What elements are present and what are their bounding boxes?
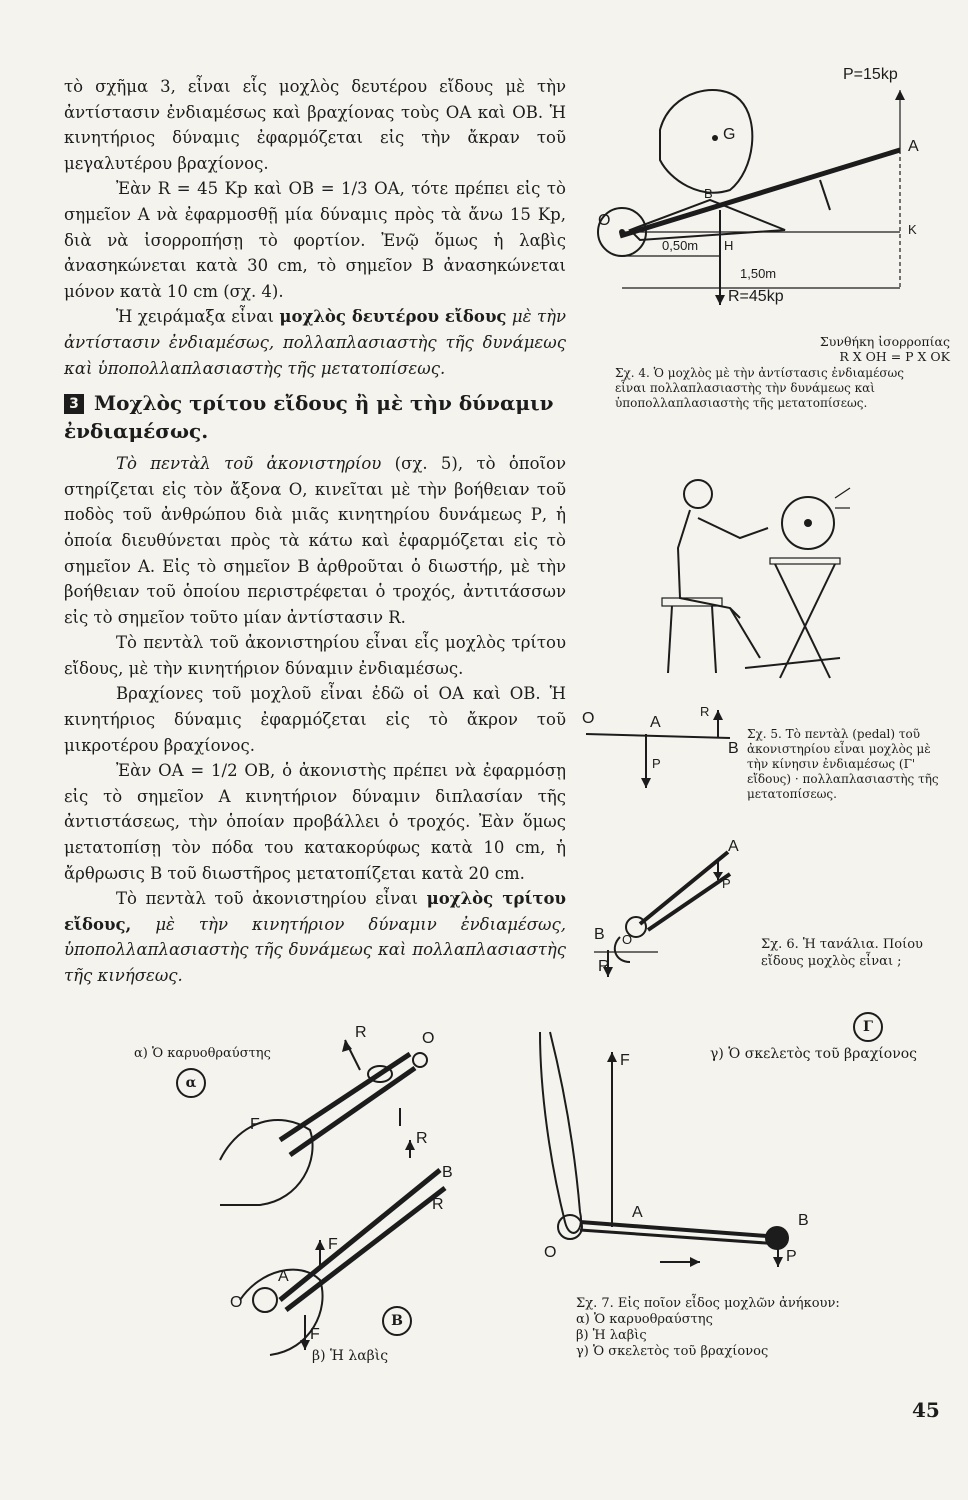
tongs-figure (220, 1130, 460, 1360)
p3-italic: μὲ τὴν ἀντίστασιν ἐνδιαμέσως, πολλαπλασιαστὴς τῆς δυνάμεως καὶ ὑποπολλαπλασιαστὴς τῆς μετατοπίσεως. (64, 307, 566, 378)
fig6-label-a: A (728, 838, 739, 855)
paragraph-7: Ἐὰν ΟΑ = 1/2 ΟΒ, ὁ ἀκονιστὴς πρέπει νὰ ἐφαρμόσῃ εἰς τὸ σημεῖον Α κινητήριον δύναμιν διπλασίαν τῆς ἀντιστάσεως, τὴν ὁποίαν προβάλλει ὁ τροχός. Ἐὰν ὅμως μετατοπίσῃ τὸν πόδα του κατακορύφως κατὰ 10 cm, ἡ ἄρθρωσις Β τοῦ διωστῆρος μετατοπίζεται κατὰ 20 cm. (64, 761, 566, 883)
nut-label-r: R (355, 1024, 367, 1041)
badge-gamma: Γ (853, 1012, 883, 1042)
p3-bold: μοχλὸς δευτέρου εἴδους (279, 307, 507, 327)
fig4-caption: Σχ. 4. Ὁ μοχλὸς μὲ τὴν ἀντίστασις ἐνδιαμέσως εἶναι πολλαπλασιαστὴς τὴν δυνάμεως καὶ ὑποπολλαπλασιαστὴς τῆς μετατοπίσεως. (615, 366, 905, 410)
arm-label-a: A (632, 1204, 643, 1221)
fig4-label-k: K (908, 222, 917, 237)
fig7-caption-c: γ) Ὁ σκελετὸς τοῦ βραχίονος (576, 1344, 769, 1359)
fig6-label-r: R (598, 958, 610, 975)
paragraph-8 (64, 886, 566, 988)
fig4-condition-title: Συνθήκη ἰσορροπίας (819, 334, 950, 349)
fig6-label-o: O (622, 932, 633, 947)
fig4-label-b: B (704, 186, 713, 201)
fig7-caption-a: α) Ὁ καρυοθραύστης (576, 1312, 713, 1327)
arm-label-f: F (620, 1052, 630, 1069)
p8-bold: μοχλὸς τρίτου εἴδους, (64, 889, 567, 934)
tong-label-r2: R (432, 1196, 444, 1213)
fig7-label-alpha: α) Ὁ καρυοθραύστης (134, 1046, 271, 1061)
fig4-wheelbarrow (590, 60, 940, 320)
p8-italic: μὲ τὴν κινητήριον δύναμιν ἐνδιαμέσως, ὑποπολλαπλασιαστὴς τῆς δυνάμεως καὶ πολλαπλασιαστὴς τῆς κινήσεως. (64, 914, 567, 985)
paragraph-1: τὸ σχῆμα 3, εἶναι εἷς μοχλὸς δευτέρου εἴδους μὲ τὴν ἀντίστασιν ἐνδιαμέσως καὶ βραχίονας τοὺς ΟΑ καὶ ΟΒ. Ἡ κινητήριος δύναμις ἐφαρμόζεται εἰς τὴν ἄκραν τοῦ μεγαλυτέρου βραχίονος. (64, 77, 566, 173)
grinder-drawing (650, 468, 850, 698)
p4-italic: Τὸ πεντὰλ τοῦ ἀκονιστηρίου (116, 454, 382, 474)
fig5-pedal (580, 704, 740, 794)
fig4-label-a: A (908, 138, 919, 155)
fig6-caption: Σχ. 6. Ἡ τανάλια. Ποίου εἴδους μοχλὸς εἶναι ; (761, 937, 923, 969)
tong-label-f2: F (310, 1326, 320, 1343)
nut-label-f: F (250, 1116, 260, 1133)
tong-label-r1: R (416, 1130, 428, 1147)
arm-drawing (540, 1032, 810, 1272)
p8-start: Τὸ πεντὰλ τοῦ ἀκονιστηρίου εἶναι (116, 889, 418, 909)
fig6-label-b: B (594, 926, 605, 943)
tong-label-f: F (328, 1236, 338, 1253)
fig5-caption: Σχ. 5. Τὸ πεντὰλ (pedal) τοῦ ἀκονιστηρίου εἶναι μοχλὸς μὲ τὴν κίνησιν ἐνδιαμέσως (Γ' εἴδους) · πολλαπλασιαστὴς τῆς μετατοπίσεως. (747, 727, 939, 801)
fig7-label-gamma: γ) Ὁ σκελετὸς τοῦ βραχίονος (710, 1046, 918, 1062)
arm-label-b: B (798, 1212, 809, 1229)
badge-alpha: α (176, 1068, 206, 1098)
fig6-label-p: P (722, 876, 731, 891)
badge-beta: B (382, 1306, 412, 1336)
tong-label-a: A (278, 1268, 289, 1285)
arm-label-p: P (786, 1248, 797, 1265)
p3-start: Ἡ χειράμαξα εἶναι (116, 307, 274, 327)
fig7-label-beta: β) Ἡ λαβὶς (312, 1348, 389, 1364)
paragraph-2: Ἐὰν R = 45 Kp καὶ ΟΒ = 1/3 ΟΑ, τότε πρέπει εἰς τὸ σημεῖον Α νὰ ἐφαρμοσθῇ μία δύναμις πρὸς τὰ ἄνω 15 Kp, διὰ νὰ ἰσορροπήσῃ τὸ φορτίον. Ἐνῷ ὅμως ἡ λαβὶς ἀνασηκώνεται κατὰ 30 cm, τὸ σημεῖον Β ἀνασηκώνεται μόνον κατὰ 10 cm (σχ. 4). (64, 179, 566, 301)
tongs-drawing (220, 1150, 460, 1360)
tong-label-o: O (230, 1294, 243, 1311)
fig4-condition-formula: R X OH = P X OK (839, 349, 950, 364)
section-number: 3 (64, 394, 84, 414)
fig7-caption-b: β) Ἡ λαβὶς (576, 1328, 647, 1343)
fig5-label-a: A (650, 714, 661, 731)
fig4-label-r: R=45kp (728, 288, 784, 305)
arm-label-o: O (544, 1244, 557, 1261)
pincers-drawing (590, 832, 750, 982)
fig4-label-p: P=15kp (843, 66, 898, 83)
fig4-label-g: G (723, 126, 736, 143)
section-heading (64, 389, 566, 445)
page-number: 45 (912, 1398, 940, 1422)
fig4-dim-long: 1,50m (740, 266, 777, 281)
fig5-label-b: B (728, 740, 739, 757)
fig7-caption (576, 1296, 876, 1360)
section-heading-text: Μοχλὸς τρίτου εἴδους ἢ μὲ τὴν δύναμιν ἐνδιαμέσως. (64, 391, 554, 444)
left-column (64, 74, 566, 989)
fig7-caption-title: Σχ. 7. Εἰς ποῖον εἶδος μοχλῶν ἀνήκουν: (576, 1296, 840, 1311)
fig6-pincers (590, 832, 750, 982)
wheelbarrow-drawing (590, 60, 940, 320)
fig4-dim-short: 0,50m (662, 238, 699, 253)
fig5-label-p: P (652, 756, 661, 771)
paragraph-4 (64, 451, 566, 630)
grinder-illustration (650, 468, 850, 698)
arm-figure (540, 1032, 810, 1272)
fig4-condition (700, 334, 950, 364)
fig5-label-r: R (700, 704, 710, 719)
nut-label-o: O (422, 1030, 435, 1047)
tong-label-b1: B (442, 1164, 453, 1181)
fig4-label-o: O (598, 212, 611, 229)
fig4-label-h: H (724, 238, 734, 253)
paragraph-3 (64, 304, 566, 381)
paragraph-5: Τὸ πεντὰλ τοῦ ἀκονιστηρίου εἶναι εἷς μοχλὸς τρίτου εἴδους, μὲ τὴν κινητήριον δύναμιν ἐνδιαμέσως. (64, 633, 566, 678)
fig5-label-o: O (582, 710, 595, 727)
p4-rest: (σχ. 5), τὸ ὁποῖον στηρίζεται εἰς τὸν ἄξονα Ο, κινεῖται μὲ τὴν βοήθειαν τοῦ ποδὸς τοῦ ἀνθρώπου διὰ μιᾶς κινητηρίου δυνάμεως Ρ, ἡ ὁποία διευθύνεται πρὸς τὰ κάτω καὶ ἐφαρμόζεται εἰς τὸ σημεῖον Α. Εἰς τὸ σημεῖον Β ἀρθροῦται ὁ διωστήρ, μὲ τὴν βοήθειαν τοῦ ὁποίου περιστρέφεται ὁ τροχός, ἀντιτάσσων εἰς τὸ σημεῖον τοῦτο μίαν ἀντίστασιν R. (64, 454, 566, 627)
paragraph-6: Βραχίονες τοῦ μοχλοῦ εἶναι ἐδῶ οἱ ΟΑ καὶ ΟΒ. Ἡ κινητήριος δύναμις ἐφαρμόζεται εἰς τὸ ἄκρον τοῦ μικροτέρου βραχίονος. (64, 684, 566, 755)
